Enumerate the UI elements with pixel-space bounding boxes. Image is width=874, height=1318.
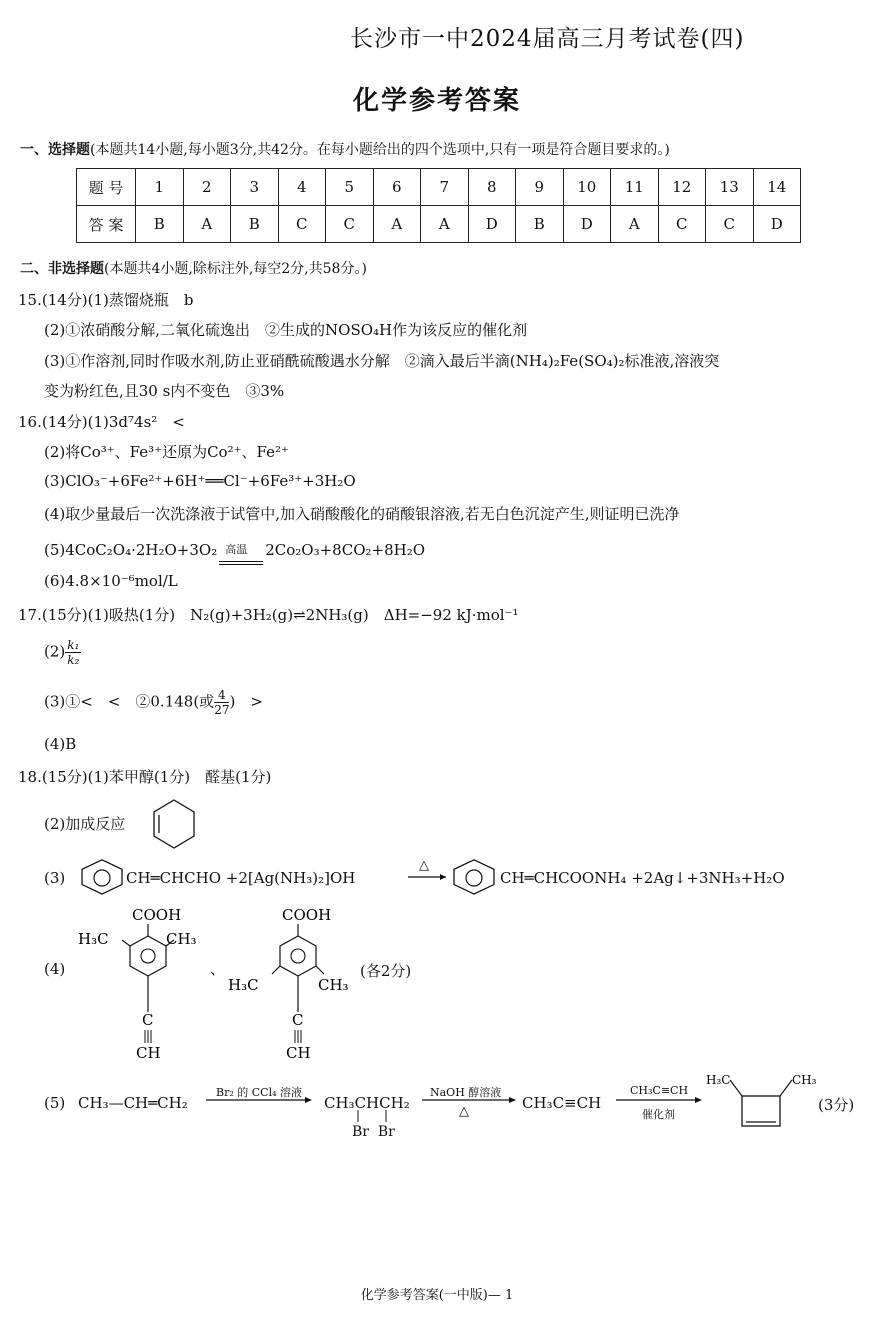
page-footer: 化学参考答案(一中版)— 1 bbox=[360, 1288, 514, 1303]
cooh-label: COOH bbox=[132, 906, 182, 924]
answer-cell: D bbox=[468, 206, 516, 243]
q18-l5-step3: CH₃C≡CH bbox=[522, 1094, 602, 1112]
answer-table bbox=[76, 168, 801, 243]
q18-l5-step2: CH₃CHCH₂ bbox=[324, 1094, 410, 1112]
q18-l5-note: (3分) bbox=[818, 1096, 855, 1114]
fraction-k bbox=[65, 638, 81, 667]
q18-l5-label: (5) bbox=[44, 1094, 66, 1112]
reaction-condition: 高温 bbox=[225, 543, 248, 556]
exam-title: 长沙市一中2024届高三月考试卷(四) bbox=[350, 26, 745, 52]
document-title: 化学参考答案 bbox=[352, 86, 521, 116]
answer-cell: B bbox=[136, 206, 184, 243]
q18-l5-step1: CH₃—CH═CH₂ bbox=[78, 1094, 188, 1112]
q18-l3-condition: △ bbox=[419, 858, 429, 873]
fraction-numerator: k₁ bbox=[67, 638, 80, 652]
dimethylcyclobutadiene-structure bbox=[704, 1070, 816, 1132]
question-number: 2 bbox=[183, 169, 231, 206]
q16-line2: (2)将Co³⁺、Fe³⁺还原为Co²⁺、Fe²⁺ bbox=[44, 443, 289, 461]
question-number: 1 bbox=[136, 169, 184, 206]
answer-cell: C bbox=[706, 206, 754, 243]
q16-line5 bbox=[44, 541, 425, 559]
answer-cell: C bbox=[326, 206, 374, 243]
q15-line4: 变为粉红色,且30 s内不变色 ③3% bbox=[44, 382, 285, 400]
answer-cell: A bbox=[421, 206, 469, 243]
q16-equation-right: 2Co₂O₃+8CO₂+8H₂O bbox=[265, 541, 426, 559]
answer-cell: D bbox=[753, 206, 801, 243]
question-number: 8 bbox=[468, 169, 516, 206]
q15-line1: 15.(14分)(1)蒸馏烧瓶 b bbox=[18, 291, 194, 309]
q17-line1: 17.(15分)(1)吸热(1分) N₂(g)+3H₂(g)⇌2NH₃(g) ΔH=−92 kJ·mol⁻¹ bbox=[18, 606, 519, 624]
bromine-bonds bbox=[342, 1110, 392, 1124]
methyl-label: CH₃ bbox=[318, 976, 349, 994]
q18-l5-br: Br Br bbox=[352, 1124, 395, 1140]
section1-desc: (本题共14小题,每小题3分,共42分。在每小题给出的四个选项中,只有一项是符合题目要求的。) bbox=[90, 142, 670, 158]
q18-l5-cond3: CH₃C≡CH bbox=[630, 1084, 689, 1097]
answer-cell: A bbox=[183, 206, 231, 243]
q17-line2 bbox=[44, 638, 81, 667]
question-number: 12 bbox=[658, 169, 706, 206]
fraction-value bbox=[214, 688, 229, 717]
methyl-label: H₃C bbox=[706, 1073, 731, 1087]
answer-cell: D bbox=[563, 206, 611, 243]
answer-cell: B bbox=[516, 206, 564, 243]
question-number: 5 bbox=[326, 169, 374, 206]
question-number: 13 bbox=[706, 169, 754, 206]
section2-desc: (本题共4小题,除标注外,每空2分,共58分。) bbox=[104, 261, 367, 277]
ch-label: CH bbox=[286, 1044, 311, 1062]
q15-line3: (3)①作溶剂,同时作吸水剂,防止亚硝酰硫酸遇水分解 ②滴入最后半滴(NH₄)₂Fe(SO₄)₂标准液,溶液突 bbox=[44, 352, 720, 370]
benzene-ring-icon bbox=[448, 858, 500, 898]
ch-label: CH bbox=[136, 1044, 161, 1062]
q17-line3 bbox=[44, 688, 263, 717]
q18-line1: 18.(15分)(1)苯甲醇(1分) 醛基(1分) bbox=[18, 768, 272, 786]
question-number: 3 bbox=[231, 169, 279, 206]
table-row-answers bbox=[77, 206, 801, 243]
fraction-denominator: 27 bbox=[214, 703, 230, 717]
q17-line4: (4)B bbox=[44, 735, 77, 753]
question-number: 9 bbox=[516, 169, 564, 206]
question-number: 14 bbox=[753, 169, 801, 206]
q18-l3-product: CH═CHCOONH₄ +2Ag↓+3NH₃+H₂O bbox=[500, 869, 785, 887]
section1-heading bbox=[20, 139, 670, 159]
q17-l3-suffix: ) > bbox=[229, 692, 263, 711]
row-label-answer: 答 案 bbox=[77, 206, 136, 243]
q18-l4-label: (4) bbox=[44, 960, 66, 978]
table-row-numbers bbox=[77, 169, 801, 206]
question-number: 6 bbox=[373, 169, 421, 206]
q16-line1: 16.(14分)(1)3d⁷4s² < bbox=[18, 413, 185, 431]
q18-l5-cond3b: 催化剂 bbox=[642, 1108, 675, 1121]
cyclohexene-structure bbox=[146, 796, 202, 852]
section2-heading bbox=[20, 258, 367, 278]
q16-line3: (3)ClO₃⁻+6Fe²⁺+6H⁺══Cl⁻+6Fe³⁺+3H₂O bbox=[44, 472, 356, 490]
section1-title: 一、选择题 bbox=[20, 142, 90, 158]
answer-cell: B bbox=[231, 206, 279, 243]
answer-cell: A bbox=[373, 206, 421, 243]
methyl-label: H₃C bbox=[78, 930, 109, 948]
q16-line6: (6)4.8×10⁻⁶mol/L bbox=[44, 572, 178, 590]
q16-equation-left: (5)4CoC₂O₄·2H₂O+3O₂ bbox=[44, 541, 218, 559]
q18-l4-structures bbox=[70, 900, 370, 1070]
q17-l2-prefix: (2) bbox=[44, 642, 66, 661]
fraction-numerator: 4 bbox=[214, 688, 229, 703]
q16-line4: (4)取少量最后一次洗涤液于试管中,加入硝酸酸化的硝酸银溶液,若无白色沉淀产生,则证明已洗净 bbox=[44, 505, 680, 523]
methyl-label: CH₃ bbox=[792, 1073, 816, 1087]
q18-l4-note: (各2分) bbox=[360, 962, 412, 980]
methyl-label: H₃C bbox=[228, 976, 259, 994]
question-number: 11 bbox=[611, 169, 659, 206]
row-label-question: 题 号 bbox=[77, 169, 136, 206]
q17-l3-prefix: (3)①< < ②0.148(或 bbox=[44, 692, 215, 711]
fraction-denominator: k₂ bbox=[67, 653, 80, 667]
q18-l5-cond1: Br₂ 的 CCl₄ 溶液 bbox=[216, 1086, 303, 1099]
q18-l5-cond2b: △ bbox=[459, 1104, 469, 1119]
carbon-label: C bbox=[142, 1011, 154, 1029]
section2-title: 二、非选择题 bbox=[20, 261, 104, 277]
answer-cell: C bbox=[278, 206, 326, 243]
cooh-label: COOH bbox=[282, 906, 332, 924]
methyl-label: CH₃ bbox=[166, 930, 197, 948]
q18-l3-label: (3) bbox=[44, 869, 66, 887]
benzene-ring-icon bbox=[76, 858, 128, 898]
carbon-label: C bbox=[292, 1011, 304, 1029]
question-number: 4 bbox=[278, 169, 326, 206]
q18-l5-cond2: NaOH 醇溶液 bbox=[430, 1086, 502, 1099]
q18-l3-reactant: CH═CHCHO +2[Ag(NH₃)₂]OH bbox=[126, 869, 356, 887]
separator: 、 bbox=[210, 960, 226, 978]
question-number: 10 bbox=[563, 169, 611, 206]
question-number: 7 bbox=[421, 169, 469, 206]
answer-cell: C bbox=[658, 206, 706, 243]
q15-line2: (2)①浓硝酸分解,二氧化硫逸出 ②生成的NOSO₄H作为该反应的催化剂 bbox=[44, 321, 528, 339]
answer-cell: A bbox=[611, 206, 659, 243]
q18-line2: (2)加成反应 bbox=[44, 815, 126, 833]
